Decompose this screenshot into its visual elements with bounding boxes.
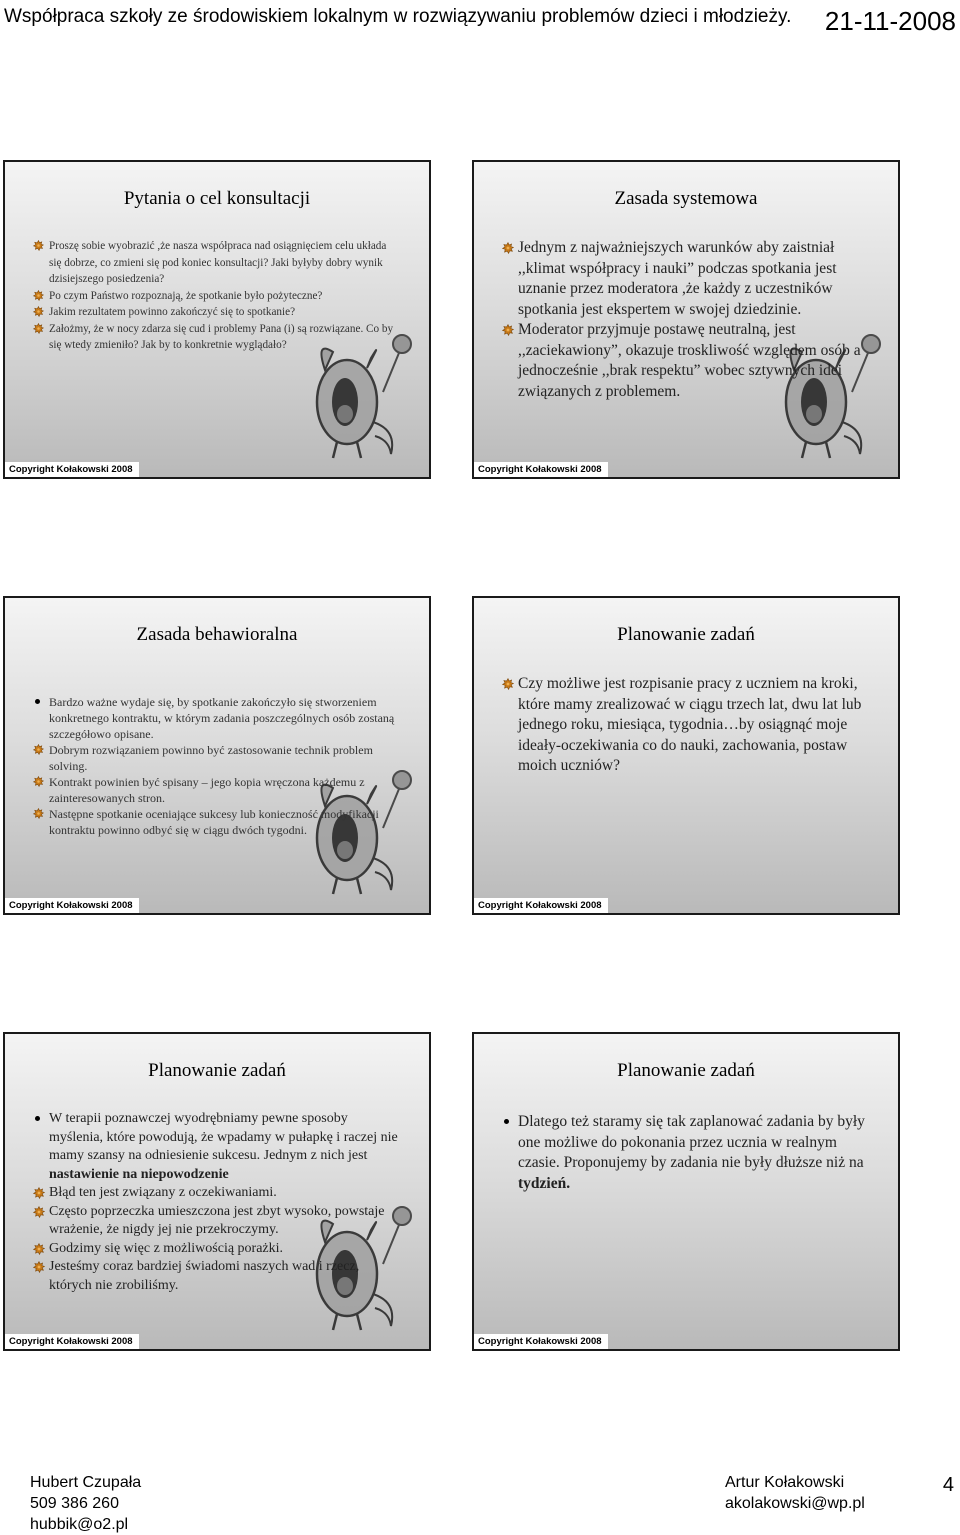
leaf-bullet-icon: [33, 1206, 45, 1218]
footer-left-contact: [30, 1472, 141, 1535]
leaf-bullet-icon: [33, 1261, 45, 1273]
document-header-title: Współpraca szkoły ze środowiskiem lokalnym w rozwiązywaniu problemów dzieci i młodzieży.: [4, 6, 792, 27]
leaf-bullet-icon: [33, 240, 44, 251]
slide-title: Zasada systemowa: [614, 188, 758, 209]
page-number: 4: [942, 1474, 954, 1496]
leaf-bullet-icon: [33, 1187, 45, 1199]
leaf-bullet-icon: [502, 242, 514, 254]
leaf-bullet-icon: [33, 323, 44, 334]
bullet-list: [33, 1110, 401, 1295]
leaf-bullet-icon: [33, 1243, 45, 1255]
leaf-bullet-icon: [33, 290, 44, 301]
slide-6: [472, 1032, 900, 1351]
list-item: Dlatego też staramy się tak zaplanować zadania by były one możliwe do pokonania przez ucznia w realnym czasie. Proponujemy by zadania nie były dłuższe niż na tydzień.: [502, 1112, 870, 1194]
slide-title: Planowanie zadań: [617, 624, 755, 645]
list-item: Bardzo ważne wydaje się, by spotkanie zakończyło się stworzeniem konkretnego kontraktu, w którym zadania poszczególnych osób zostaną szczegółowo opisane.: [33, 694, 401, 742]
dot-bullet-icon: [35, 699, 40, 704]
footer-right-contact: [725, 1472, 865, 1514]
contact-email: akolakowski@wp.pl: [725, 1495, 865, 1512]
copyright-label: Copyright Kołakowski 2008: [474, 1334, 608, 1349]
leaf-bullet-icon: [502, 678, 514, 690]
list-item: Po czym Państwo rozpoznają, że spotkanie było pożyteczne?: [33, 288, 401, 305]
list-item: Godzimy się więc z możliwością porażki.: [33, 1240, 401, 1259]
contact-phone: 509 386 260: [30, 1495, 119, 1512]
list-item: Błąd ten jest związany z oczekiwaniami.: [33, 1184, 401, 1203]
contact-name: Artur Kołakowski: [725, 1474, 845, 1491]
slide-title: Zasada behawioralna: [136, 624, 298, 645]
bullet-list: [33, 694, 401, 838]
slide-1: [3, 160, 431, 479]
copyright-label: Copyright Kołakowski 2008: [474, 462, 608, 477]
bullet-list: [502, 674, 870, 777]
slide-title: Pytania o cel konsultacji: [123, 188, 311, 209]
list-item: Dobrym rozwiązaniem powinno być zastosowanie technik problem solving.: [33, 742, 401, 774]
leaf-bullet-icon: [33, 808, 44, 819]
copyright-label: Copyright Kołakowski 2008: [5, 462, 139, 477]
bullet-list: [502, 1112, 870, 1194]
copyright-label: Copyright Kołakowski 2008: [5, 898, 139, 913]
slide-title: Planowanie zadań: [148, 1060, 286, 1081]
leaf-bullet-icon: [33, 744, 44, 755]
dot-bullet-icon: [504, 1119, 509, 1124]
list-item: Często poprzeczka umieszczona jest zbyt wysoko, powstaje wrażenie, że nigdy jej nie przekroczymy.: [33, 1203, 401, 1240]
contact-email: hubbik@o2.pl: [30, 1516, 129, 1533]
slide-5: [3, 1032, 431, 1351]
slide-title: Planowanie zadań: [617, 1060, 755, 1081]
leaf-bullet-icon: [33, 776, 44, 787]
list-item: Moderator przyjmuje postawę neutralną, jest ,,zaciekawiony”, okazuje troskliwość względem osób a jednocześnie ,,brak respektu” wobec sztywnych idei związanych z problemem.: [502, 320, 870, 402]
list-item: Jesteśmy coraz bardziej świadomi naszych wad i rzecz, których nie zrobiliśmy.: [33, 1258, 401, 1295]
list-item: Jednym z najważniejszych warunków aby zaistniał ,,klimat współpracy i nauki” podczas spotkania jest uznanie przez moderatora ,że każdy z uczestników spotkania jest ekspertem w swojej dziedzinie.: [502, 238, 870, 320]
leaf-bullet-icon: [502, 324, 514, 336]
list-item: Kontrakt powinien być spisany – jego kopia wręczona każdemu z zainteresowanych stron.: [33, 774, 401, 806]
bullet-list: [502, 238, 870, 402]
list-item: Założmy, że w nocy zdarza się cud i problemy Pana (i) są rozwiązane. Co by się wtedy zmieniło? Jak by to konkretnie wyglądało?: [33, 321, 401, 354]
list-item: W terapii poznawczej wyodrębniamy pewne sposoby myślenia, które powodują, że wpadamy w pułapkę i raczej nie mamy szansy na odniesienie sukcesu. Jednym z nich jest nastawienie na niepowodzenie: [33, 1110, 401, 1184]
slide-3: [3, 596, 431, 915]
copyright-label: Copyright Kołakowski 2008: [5, 1334, 139, 1349]
copyright-label: Copyright Kołakowski 2008: [474, 898, 608, 913]
dot-bullet-icon: [35, 1116, 40, 1121]
list-item: Następne spotkanie oceniające sukcesy lub konieczność modyfikacji kontraktu powinno odbyć się w ciągu dwóch tygodni.: [33, 806, 401, 838]
bullet-list: [33, 238, 401, 354]
document-header-date: 21-11-2008: [824, 6, 956, 36]
list-item: Jakim rezultatem powinno zakończyć się to spotkanie?: [33, 304, 401, 321]
leaf-bullet-icon: [33, 306, 44, 317]
slide-2: [472, 160, 900, 479]
slide-4: [472, 596, 900, 915]
list-item: Czy możliwe jest rozpisanie pracy z uczniem na kroki, które mamy zrealizować w ciągu trzech lat, dwu lat lub jednego roku, miesiąca, tygodnia…by osiągnąć moje ideały-oczekiwania co do nauki, zachowania, postaw moich uczniów?: [502, 674, 870, 777]
contact-name: Hubert Czupała: [30, 1474, 142, 1491]
list-item: Proszę sobie wyobrazić ,że nasza współpraca nad osiągnięciem celu układa się dobrze, co zmieni się pod koniec konsultacji? Jaki byłyby dobry wynik dzisiejszego posiedzenia?: [33, 238, 401, 288]
